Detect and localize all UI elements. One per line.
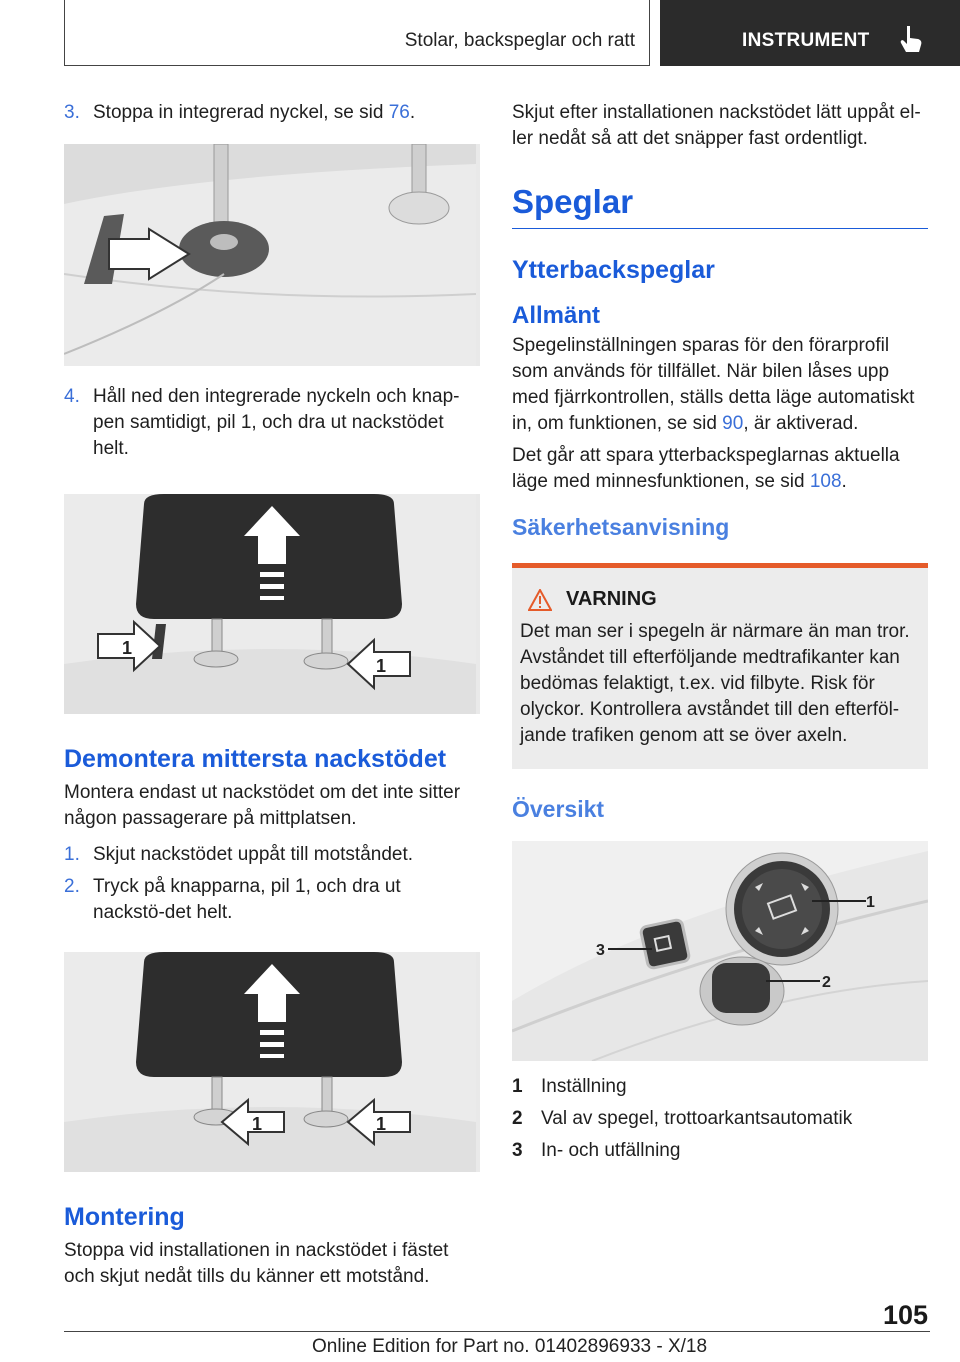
header-chapter-title: Stolar, backspeglar och ratt — [404, 30, 635, 51]
figure-headrest-remove — [64, 494, 480, 714]
middle-headrest-illustration — [64, 952, 476, 1172]
warning-text: Det man ser i spegeln är närmare än man tror. Avståndet till efterföljande medtrafikanter kan bedömas felaktigt, t.ex. vid filbyte. Risk för olyckor. Kontrollera avståndet till den efterföl-jande trafiken genom att se över axeln. — [520, 621, 910, 746]
legend-number: 2 — [512, 1108, 523, 1129]
legend-item — [512, 1103, 928, 1135]
step-number: 4. — [64, 386, 80, 407]
legend-text: Inställning — [541, 1076, 627, 1097]
general-paragraph-2: Det går att spara ytterbackspeglarnas aktuella läge med minnesfunktionen, se sid 108. — [512, 445, 900, 492]
warning-triangle-icon — [528, 589, 552, 611]
warning-header — [520, 588, 920, 611]
figure-legend — [512, 1071, 928, 1167]
page-link-76[interactable]: 76 — [388, 102, 410, 123]
section-title-mounting: Montering — [64, 1203, 185, 1231]
intro-text: Skjut efter installationen nackstödet lätt uppåt el-ler nedåt så att det snäpper fast ordentligt. — [512, 102, 921, 149]
footer-divider — [64, 1331, 930, 1332]
step-number: 2. — [64, 876, 80, 897]
left-column — [64, 100, 476, 1290]
page-link-108[interactable]: 108 — [809, 471, 842, 492]
header-title-box — [64, 0, 650, 66]
legend-text: Val av spegel, trottoarkantsautomatik — [541, 1108, 853, 1129]
headrest-remove-illustration — [64, 494, 476, 714]
arrow-label: 1 — [376, 656, 387, 676]
heading-general: Allmänt — [512, 302, 601, 329]
figure-mirror-controls — [512, 841, 928, 1061]
remove-step-2 — [64, 874, 476, 926]
header-tab[interactable] — [660, 0, 960, 66]
arrow-label: 1 — [252, 1114, 263, 1134]
arrow-label: 1 — [376, 1114, 387, 1134]
step-4 — [64, 384, 476, 462]
page-header — [0, 0, 960, 66]
step-number: 1. — [64, 844, 80, 865]
key-insert-illustration — [64, 144, 476, 366]
step-number: 3. — [64, 102, 80, 123]
step-text: Skjut nackstödet uppåt till motståndet. — [93, 844, 414, 865]
section-title-mirrors: Speglar — [512, 183, 634, 220]
step-text: Håll ned den integrerade nyckeln och knap-pen samtidigt, pil 1, och dra ut nackstödet helt. — [93, 386, 460, 459]
legend-text: In- och utfällning — [541, 1140, 681, 1161]
section-body: Stoppa vid installationen in nackstödet i fästet och skjut nedåt tills du känner ett motstånd. — [64, 1240, 449, 1287]
legend-item — [512, 1071, 928, 1103]
figure-key-insert — [64, 144, 480, 366]
figure-middle-headrest-remove — [64, 952, 480, 1172]
callout-1: 1 — [866, 894, 875, 911]
legend-number: 1 — [512, 1076, 523, 1097]
callout-2: 2 — [822, 974, 831, 991]
callout-3: 3 — [596, 942, 605, 959]
section-title-remove-middle: Demontera mittersta nackstödet — [64, 745, 447, 773]
subsection-title-exterior-mirrors: Ytterbackspeglar — [512, 256, 715, 284]
hand-pointer-icon — [898, 24, 924, 54]
remove-step-1 — [64, 842, 476, 868]
step-3: 3. Stoppa in integrerad nyckel, se sid 76. — [64, 100, 476, 126]
right-column — [512, 100, 928, 1167]
step-text: Stoppa in integrerad nyckel, se sid — [93, 102, 389, 123]
page-link-90[interactable]: 90 — [722, 413, 744, 434]
warning-box — [512, 563, 928, 769]
legend-item — [512, 1135, 928, 1167]
heading-safety: Säkerhetsanvisning — [512, 514, 730, 540]
step-text: Tryck på knapparna, pil 1, och dra ut nackstö-det helt. — [93, 876, 401, 923]
heading-overview: Översikt — [512, 796, 605, 822]
arrow-label: 1 — [122, 638, 133, 658]
mirror-controls-illustration — [512, 841, 928, 1061]
warning-label: VARNING — [566, 588, 657, 610]
section-body: Montera endast ut nackstödet om det inte sitter någon passagerare på mittplatsen. — [64, 782, 461, 829]
header-tab-label: INSTRUMENT — [742, 30, 870, 51]
general-paragraph-1: Spegelinställningen sparas för den förarprofil som används för tillfället. När bilen låses upp med fjärrkontrollen, ställs detta läge automatiskt in, om funktionen, se sid 90, är aktiverad. — [512, 335, 915, 434]
legend-number: 3 — [512, 1140, 523, 1161]
footer-edition: Online Edition for Part no. 01402896933 - X/18 — [312, 1336, 708, 1357]
page-number: 105 — [882, 1300, 928, 1330]
section-divider — [512, 228, 928, 229]
